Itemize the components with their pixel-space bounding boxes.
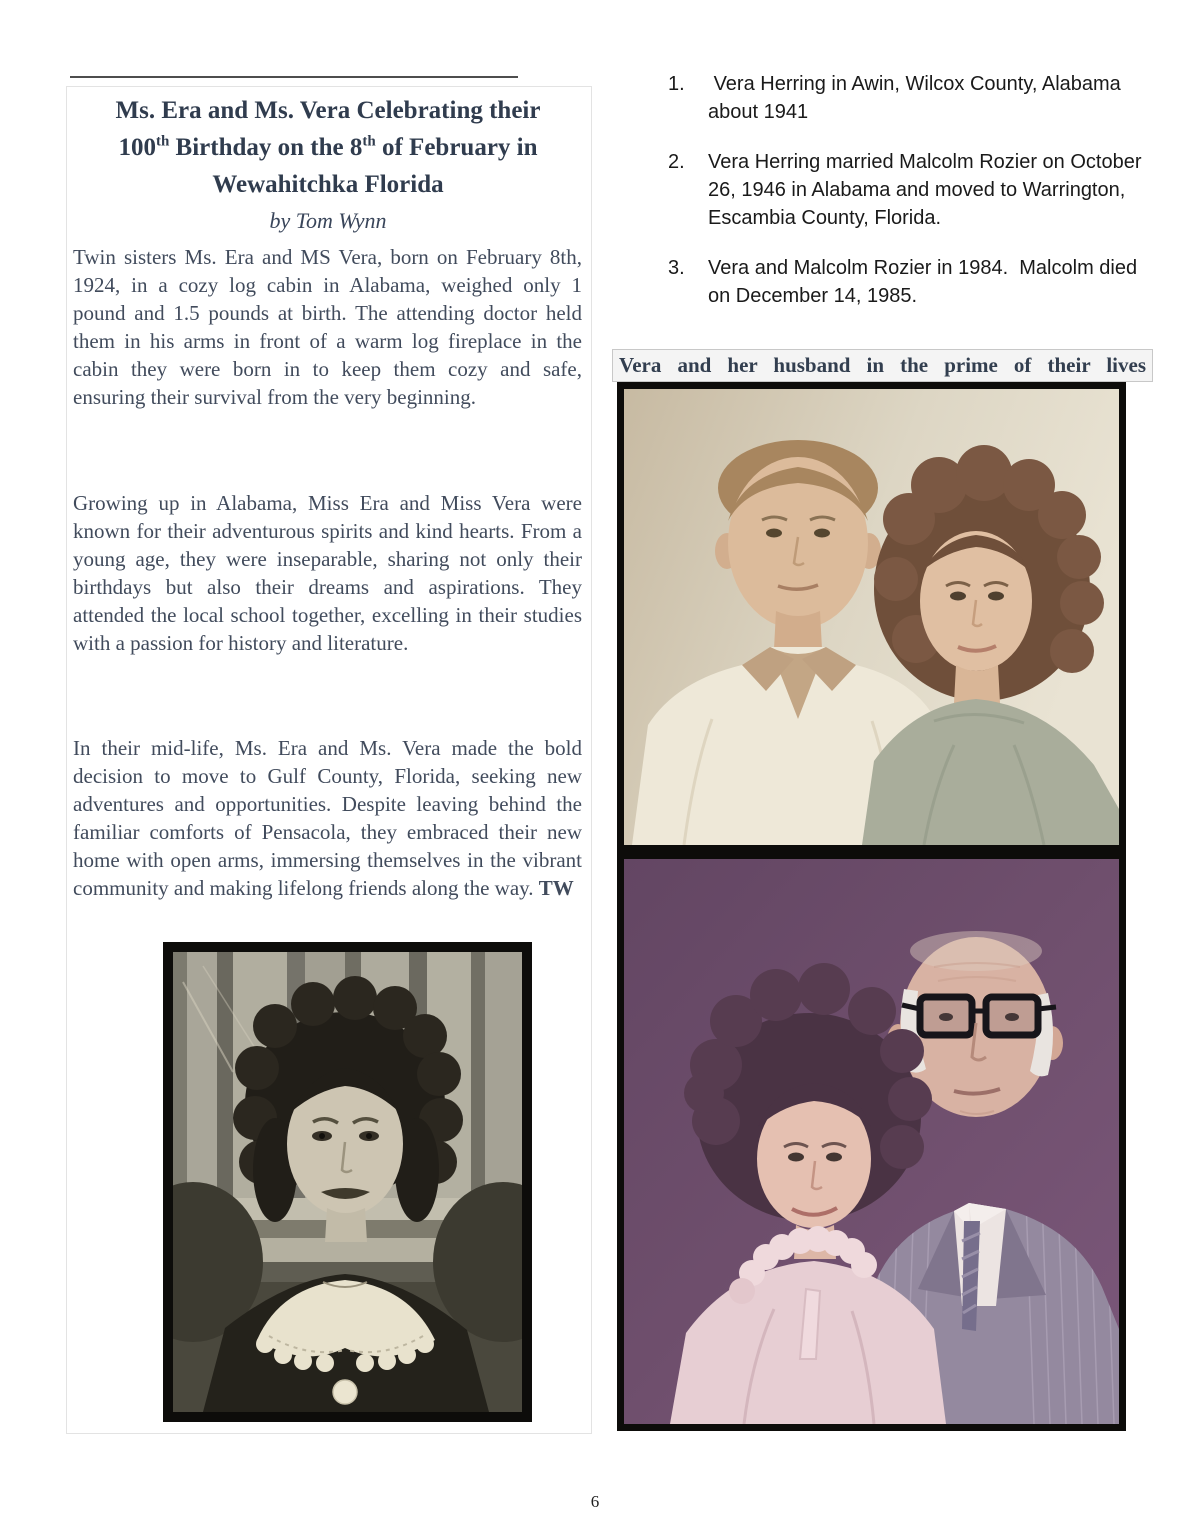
article-title-line-3: Wewahitchka Florida [212, 171, 444, 198]
young-woman-portrait-photo [163, 942, 532, 1422]
paragraph-1: Twin sisters Ms. Era and MS Vera, born on February 8th, 1924, in a cozy log cabin in Alabama, weighed only 1 pound and 1.5 pounds at birth. The attending doctor held them in his arms in front of a warm log fireplace in the cabin they were born in to keep them cozy and safe, ensuring their survival from the very beginning. [73, 245, 582, 409]
photo-caption: Vera and her husband in the prime of their lives [612, 349, 1153, 382]
woman-figure [862, 445, 1119, 845]
elderly-couple-drawing [624, 859, 1119, 1424]
list-item-2 [668, 148, 1150, 232]
title-superscript: th [362, 133, 376, 150]
author-initials: TW [538, 876, 574, 900]
article-title-line-2 [70, 129, 586, 166]
page-number: 6 [590, 1492, 600, 1511]
young-woman-portrait-drawing [173, 952, 522, 1412]
list-item-1 [668, 70, 1150, 126]
list-item-3 [668, 254, 1150, 310]
title-text: Birthday on the 8 [169, 134, 363, 161]
paragraph-3-text: In their mid-life, Ms. Era and Ms. Vera made the bold decision to move to Gulf County, Florida, seeking new adventures and opportunities. Despite leaving behind the familiar comforts of Pensacola, they embraced their new home with open arms, immersing themselves in the vibrant community and making lifelong friends along the way. [73, 736, 582, 900]
elderly-couple-photo [617, 852, 1126, 1431]
title-text: 100 [118, 134, 156, 161]
list-number: 2. [668, 151, 685, 173]
young-couple-photo [617, 382, 1126, 852]
title-text: of February in [375, 134, 538, 161]
list-text: Vera Herring married Malcolm Rozier on October 26, 1946 in Alabama and moved to Warrington, Escambia County, Florida. [708, 151, 1148, 229]
byline: by Tom Wynn [269, 208, 387, 233]
article-title-line-1: Ms. Era and Ms. Vera Celebrating their [115, 97, 541, 124]
photo-description-list [668, 70, 1150, 332]
young-couple-drawing [624, 389, 1119, 845]
title-superscript: th [155, 133, 170, 150]
paragraph-2: Growing up in Alabama, Miss Era and Miss Vera were known for their adventurous spirits and kind hearts. From a young age, they were inseparable, sharing not only their birthdays but also their dreams and aspirations. They attended the local school together, excelling in their studies with a passion for history and literature. [73, 491, 582, 655]
title-underline-rule [70, 76, 518, 78]
list-text: Vera and Malcolm Rozier in 1984. Malcolm died on December 14, 1985. [708, 257, 1143, 307]
list-number: 3. [668, 257, 685, 279]
list-number: 1. [668, 73, 685, 95]
paragraph-3 [73, 734, 582, 902]
list-text: Vera Herring in Awin, Wilcox County, Alabama about 1941 [708, 73, 1127, 123]
article-header [70, 92, 586, 236]
